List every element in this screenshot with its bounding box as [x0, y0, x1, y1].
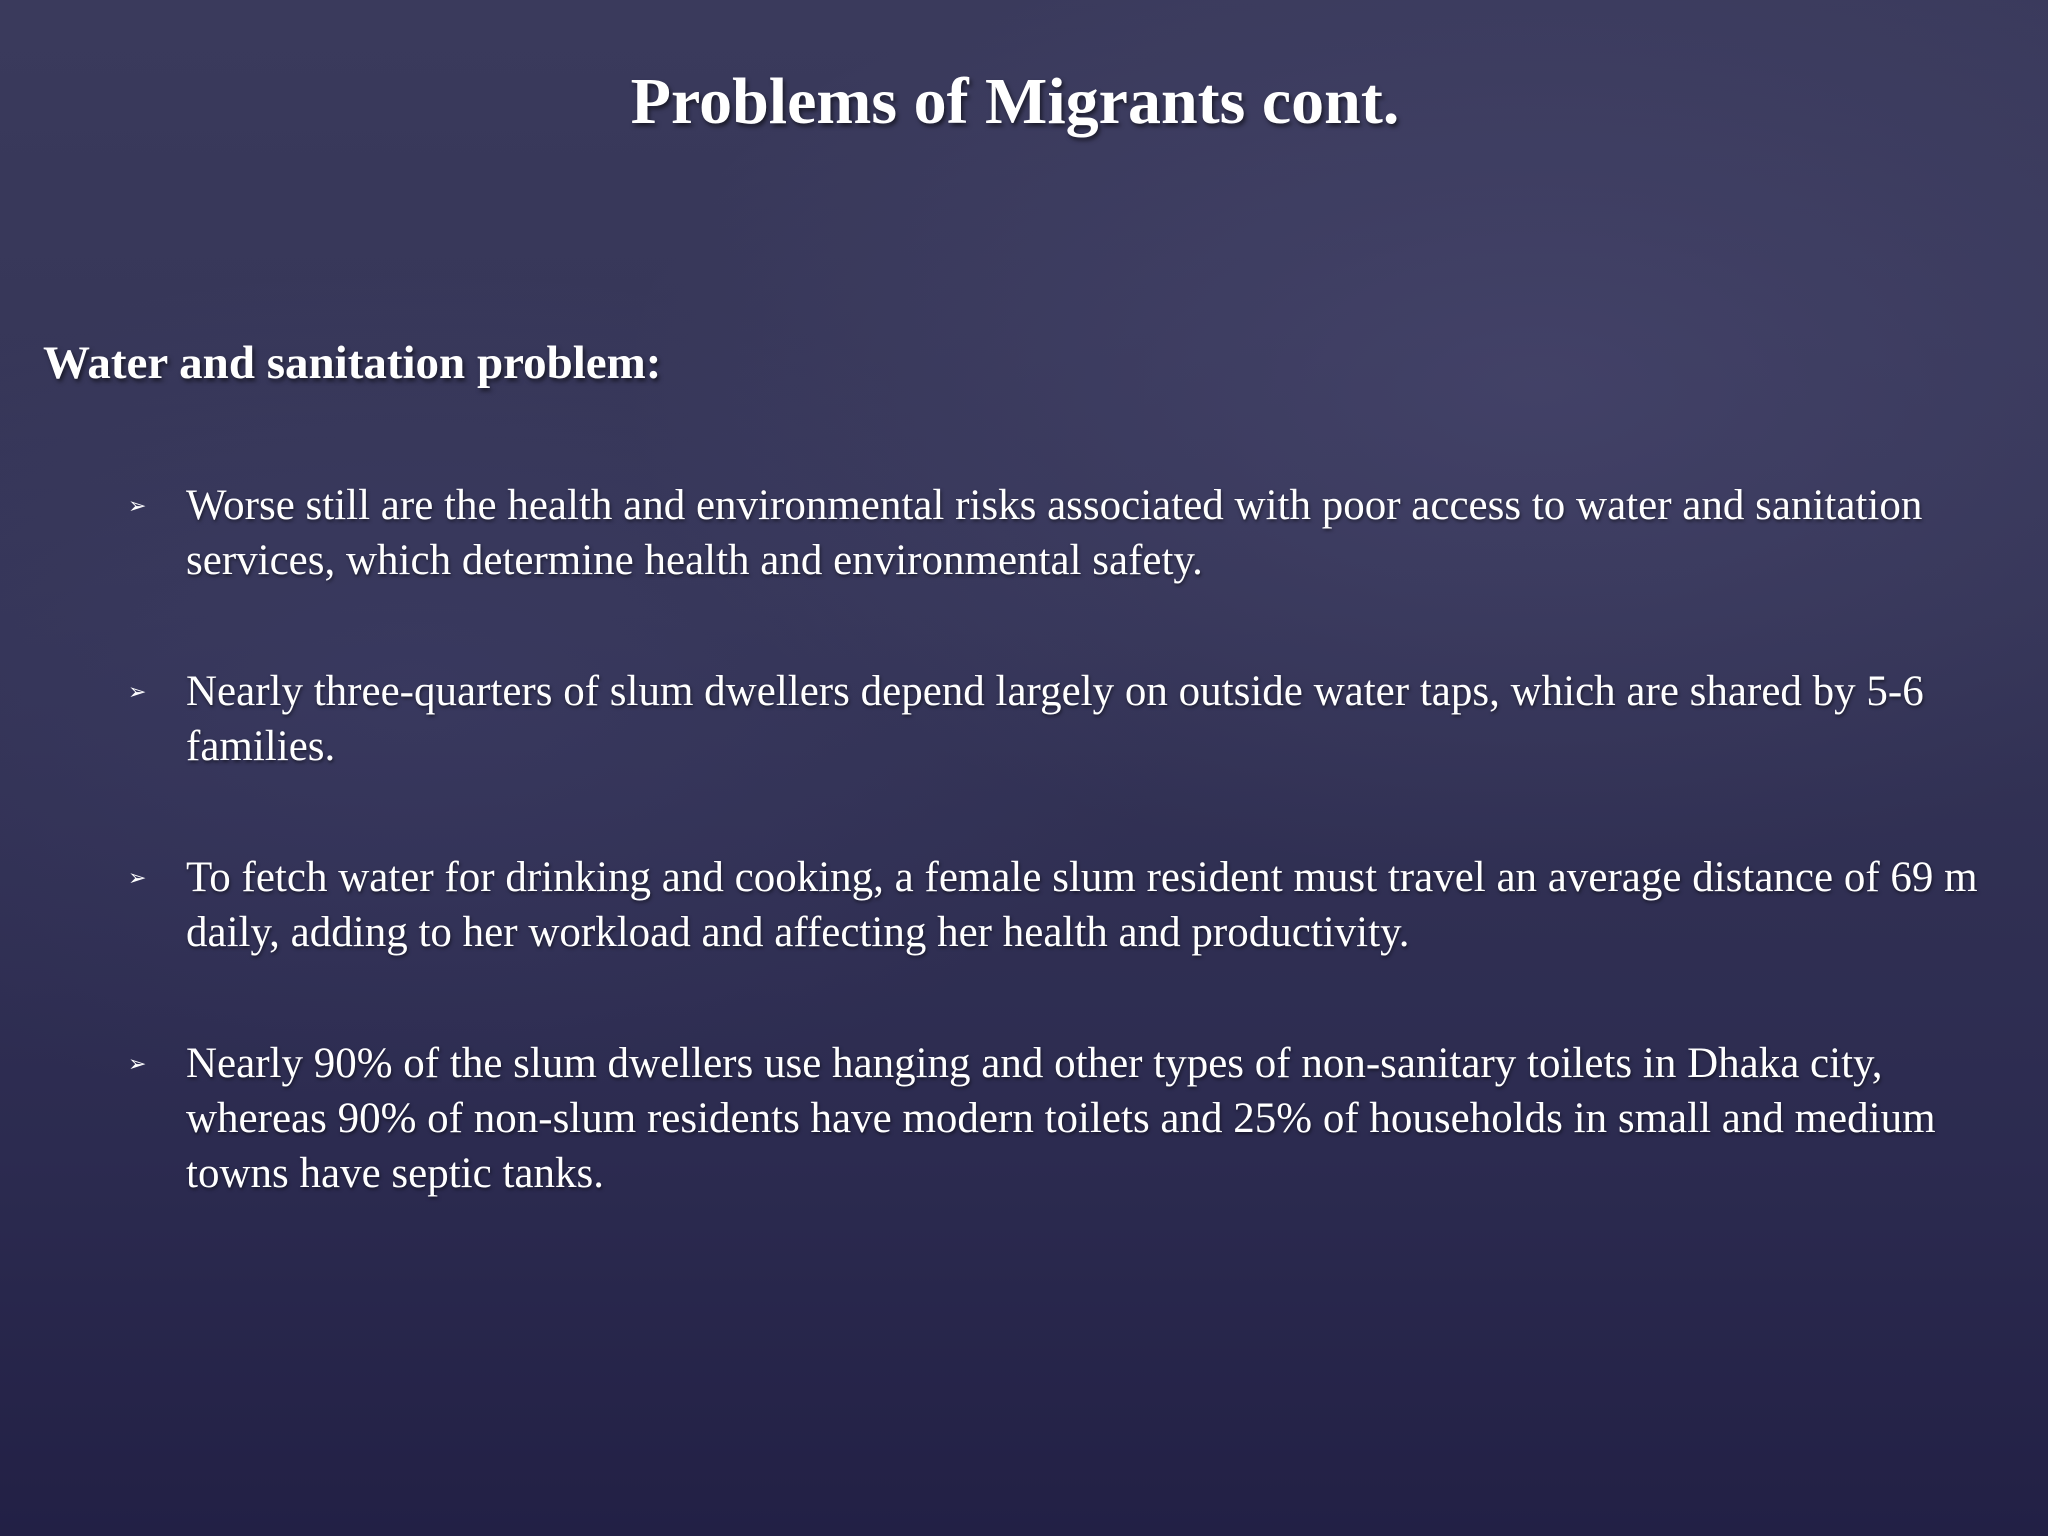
bullet-text: Worse still are the health and environmental risks associated with poor access to water and sanitation services, which determine health and environmental safety. — [186, 482, 1923, 584]
slide-title: Problems of Migrants cont. — [630, 65, 1400, 138]
bullet-item — [128, 478, 2008, 588]
bullet-list — [128, 478, 2008, 1277]
arrow-bullet-icon: ➢ — [128, 494, 147, 519]
bullet-text: To fetch water for drinking and cooking, a female slum resident must travel an average distance of 69 m daily, adding to her workload and affecting her health and productivity. — [186, 854, 1978, 956]
section-heading: Water and sanitation problem: — [43, 337, 662, 389]
bullet-item — [128, 850, 2008, 960]
arrow-bullet-icon: ➢ — [128, 680, 147, 705]
bullet-text: Nearly 90% of the slum dwellers use hanging and other types of non-sanitary toilets in Dhaka city, whereas 90% of non-slum residents have modern toilets and 25% of households in small and medium towns have septic tanks. — [186, 1040, 1936, 1197]
arrow-bullet-icon: ➢ — [128, 866, 147, 891]
bullet-item — [128, 1036, 2008, 1201]
bullet-text: Nearly three-quarters of slum dwellers depend largely on outside water taps, which are shared by 5-6 families. — [186, 668, 1924, 770]
bullet-item — [128, 664, 2008, 774]
arrow-bullet-icon: ➢ — [128, 1052, 147, 1077]
